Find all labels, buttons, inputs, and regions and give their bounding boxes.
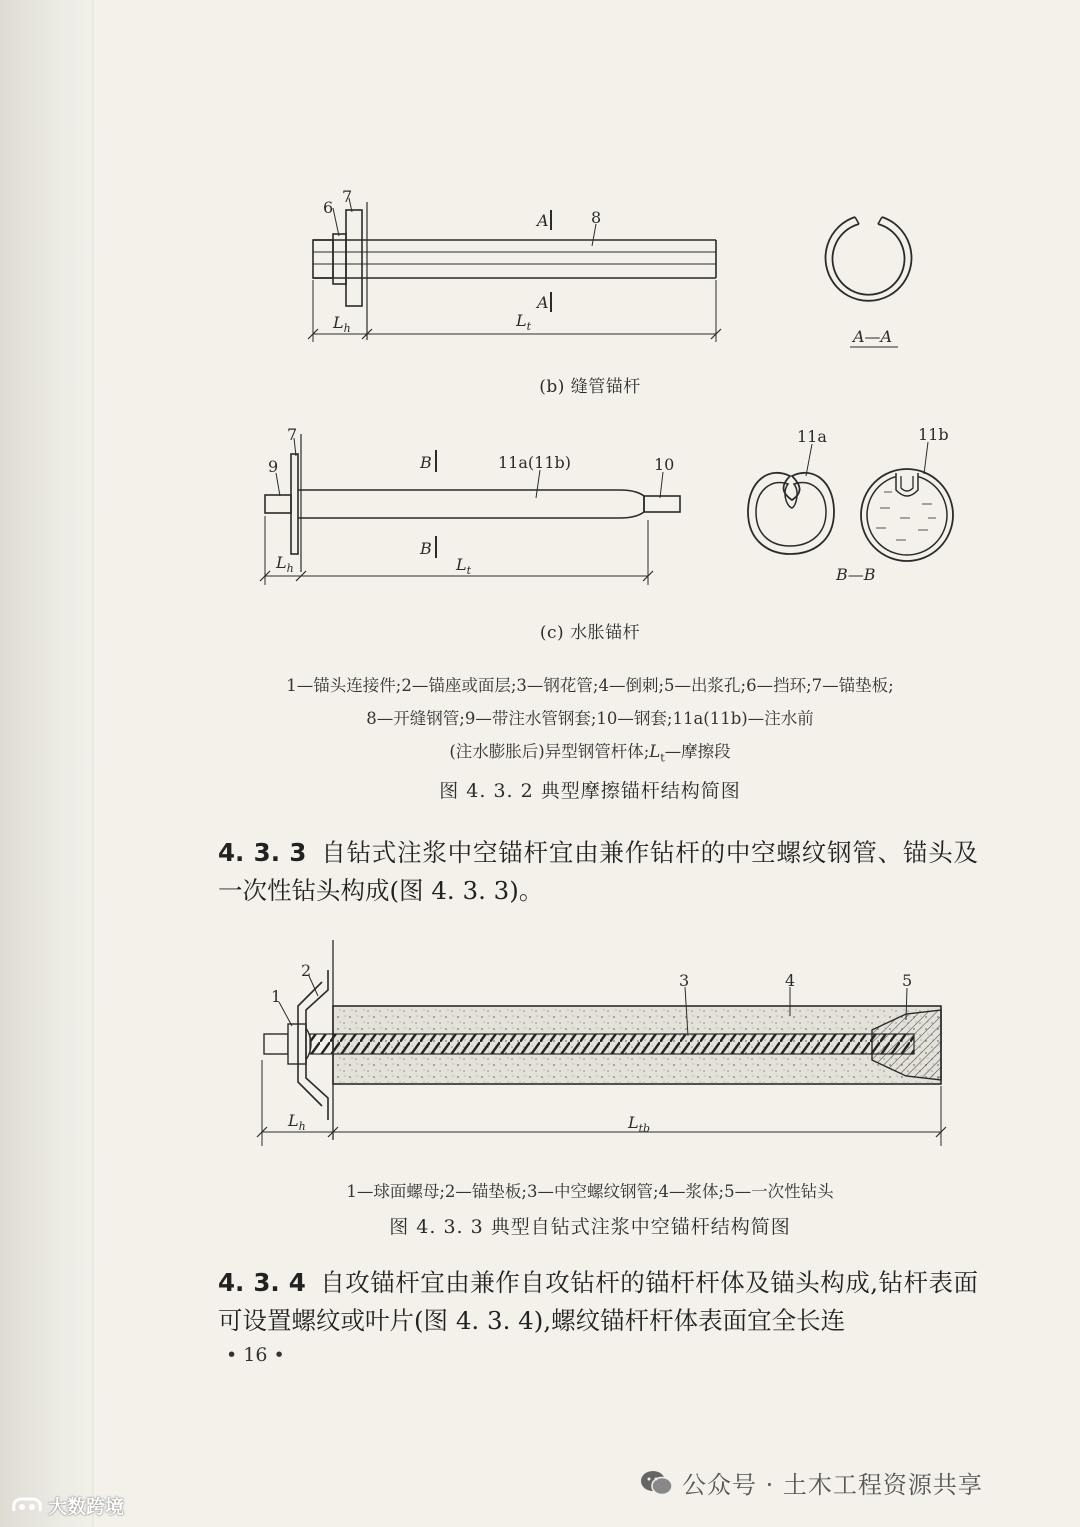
page-number: • 16 • — [226, 1344, 285, 1366]
label-5-bit: 5 — [902, 971, 913, 990]
dimension-lh-433: $L_h$ — [288, 1111, 306, 1133]
label-8: 8 — [591, 208, 602, 227]
clause-4-3-4 — [218, 1264, 978, 1340]
figure-432-legend — [100, 669, 1080, 774]
dimension-lh-c: $L_h$ — [276, 553, 294, 575]
clause-number: 4. 3. 3 — [218, 838, 307, 867]
section-mark-a-bottom: A — [537, 293, 549, 312]
figure-433-legend: 1—球面螺母;2—锚垫板;3—中空螺纹钢管;4—浆体;5—一次性钻头 — [346, 1182, 834, 1201]
watermark-brand-text: 大数跨境 — [48, 1496, 125, 1518]
label-1-nut: 1 — [271, 987, 282, 1006]
figure-c-caption: (c) 水胀锚杆 — [539, 623, 641, 643]
watermark-account — [640, 1465, 983, 1503]
figure-c-water-expansion-anchor — [0, 420, 1080, 600]
figure-432-title: 图 4. 3. 2 典型摩擦锚杆结构简图 — [439, 780, 741, 802]
label-4-grout: 4 — [785, 971, 796, 990]
watermark-account-text: 公众号 · 土木工程资源共享 — [682, 1471, 983, 1499]
label-11a-11b: 11a(11b) — [498, 453, 571, 472]
clause-number: 4. 3. 4 — [218, 1268, 306, 1297]
figure-433-self-drilling-anchor — [0, 930, 1080, 1150]
label-10: 10 — [654, 455, 675, 474]
label-2-plate: 2 — [301, 961, 312, 980]
dimension-lh: $L_h$ — [333, 313, 351, 335]
clause-text: 自钻式注浆中空锚杆宜由兼作钻杆的中空螺纹钢管、锚头及一次性钻头构成(图 4. 3. 3)。 — [218, 838, 978, 905]
brand-logo-icon — [10, 1495, 44, 1520]
figure-433-title: 图 4. 3. 3 典型自钻式注浆中空锚杆结构简图 — [389, 1216, 791, 1238]
clause-4-3-3 — [218, 834, 978, 910]
label-3-bar: 3 — [679, 971, 690, 990]
label-6: 6 — [323, 198, 334, 217]
section-a-a-title: A—A — [853, 327, 893, 346]
legend-line-2: 8—开缝钢管;9—带注水管钢套;10—钢套;11a(11b)—注水前 — [366, 709, 814, 728]
watermark-brand — [10, 1492, 124, 1520]
section-mark-a-top: A — [537, 211, 549, 230]
legend-line-1: 1—锚头连接件;2—锚座或面层;3—钢花管;4—倒刺;5—出浆孔;6—挡环;7—锚垫板; — [286, 676, 894, 695]
legend-line-3: (注水膨胀后)异型钢管杆体$;L_t—$摩擦段 — [449, 742, 731, 765]
wechat-icon — [640, 1469, 674, 1503]
label-9: 9 — [268, 457, 279, 476]
label-7-c: 7 — [287, 425, 298, 444]
dimension-lt-c: $L_t$ — [456, 555, 472, 577]
dimension-ltb: $L_{tb}$ — [628, 1113, 651, 1135]
figure-b-caption: (b) 缝管锚杆 — [539, 377, 641, 397]
section-mark-b-bottom: B — [420, 539, 432, 558]
dimension-lt: $L_t$ — [516, 311, 532, 333]
label-11a-section: 11a — [797, 427, 827, 446]
figure-b-split-set-anchor — [0, 180, 1080, 360]
label-7: 7 — [342, 187, 353, 206]
label-11b-section: 11b — [918, 425, 949, 444]
section-b-b-title: B—B — [836, 565, 876, 584]
clause-text: 自攻锚杆宜由兼作自攻钻杆的锚杆杆体及锚头构成,钻杆表面可设置螺纹或叶片(图 4. 3. 4),螺纹锚杆杆体表面宜全长连 — [218, 1268, 978, 1335]
section-mark-b-top: B — [420, 453, 432, 472]
